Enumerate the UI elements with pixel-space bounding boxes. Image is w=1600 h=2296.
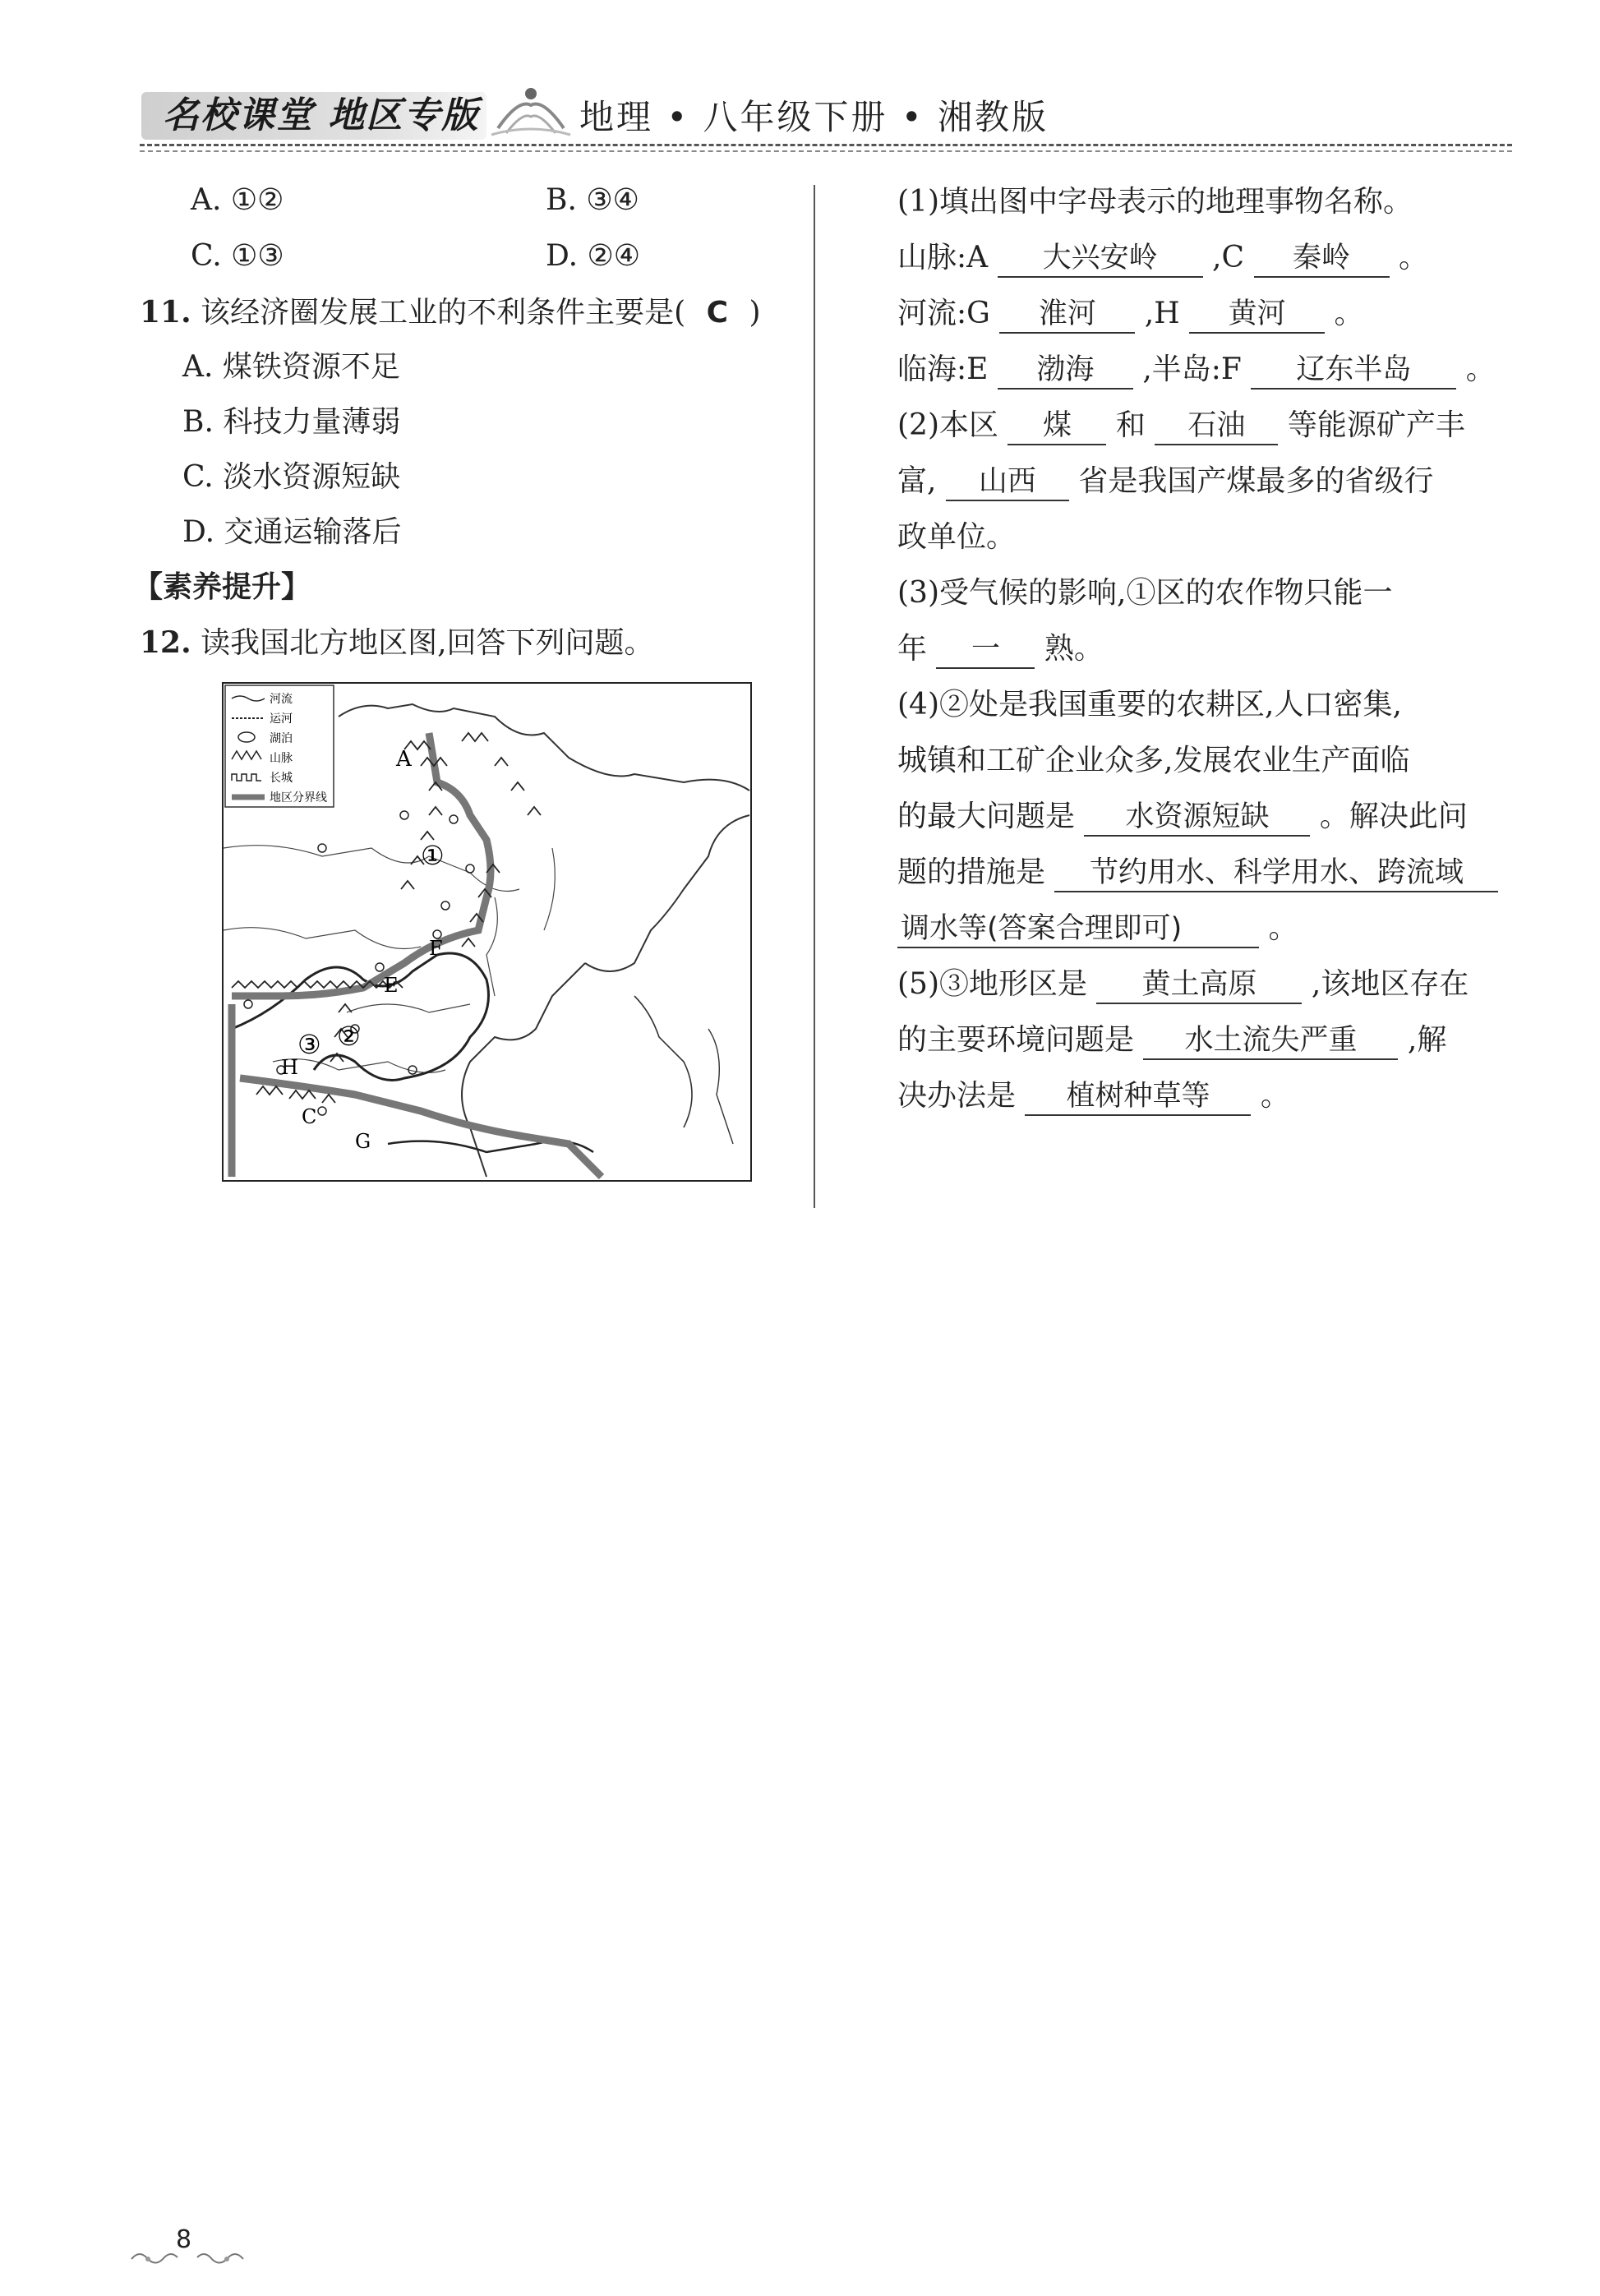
- p5b-suffix: ,解: [1407, 1023, 1447, 1057]
- answer-mark: C: [706, 296, 729, 330]
- answer-landform: 黄土高原: [1096, 966, 1302, 1004]
- question-number: 11.: [140, 295, 191, 330]
- option-a: A. ①②: [191, 183, 284, 217]
- q12-part-2: [897, 408, 1465, 445]
- header-divider: [140, 144, 1512, 146]
- footer-ornament-right-icon: [196, 2248, 245, 2269]
- header-divider-secondary: [140, 150, 1512, 152]
- q12-part-1: (1)填出图中字母表示的地理事物名称。: [897, 185, 1413, 219]
- q12-part-4d: [897, 855, 1498, 892]
- answer-energy-2: 石油: [1155, 408, 1278, 445]
- q11-option-b: B. 科技力量薄弱: [182, 405, 401, 439]
- answer-solution: 植树种草等: [1025, 1078, 1251, 1116]
- answer-env-issue: 水土流失严重: [1143, 1022, 1398, 1060]
- q12-part-5c: [897, 1078, 1290, 1116]
- p2-prefix: (2)本区: [897, 408, 998, 442]
- period: 。: [1334, 297, 1364, 330]
- q12-part-5a: [897, 966, 1469, 1004]
- column-divider: [814, 185, 815, 1208]
- peninsula-mid: ,半岛:F: [1142, 353, 1242, 386]
- page-number: 8: [176, 2225, 192, 2254]
- q11-option-c: C. 淡水资源短缺: [182, 460, 401, 494]
- answer-energy-1: 煤: [1007, 408, 1106, 445]
- p2b-prefix: 富,: [897, 464, 937, 498]
- question-stem: 该经济圈发展工业的不利条件主要是(: [201, 296, 686, 330]
- header-title: 地理 • 八年级下册 • 湘教版: [579, 97, 1049, 137]
- q12-sea: [897, 352, 1496, 390]
- q12-part-3a: (3)受气候的影响,①区的农作物只能一: [897, 576, 1393, 610]
- question-number: 12.: [140, 625, 191, 660]
- answer-river-h: 黄河: [1189, 296, 1325, 334]
- rivers-mid: ,H: [1144, 297, 1180, 330]
- answer-mountain-a: 大兴安岭: [998, 240, 1203, 278]
- legend-mountain: 山脉: [270, 752, 293, 765]
- q12-part-3b: [897, 631, 1104, 669]
- q12-part-4b: 城镇和工矿企业众多,发展农业生产面临: [897, 744, 1410, 777]
- mountains-prefix: 山脉:A: [897, 241, 989, 274]
- period: 。: [1465, 353, 1496, 386]
- option-b: B. ③④: [546, 183, 639, 217]
- q12-rivers: [897, 296, 1364, 334]
- map-label-f: F: [429, 937, 443, 960]
- answer-province: 山西: [946, 463, 1069, 501]
- p5a-suffix: ,该地区存在: [1311, 967, 1469, 1001]
- legend-boundary: 地区分界线: [270, 791, 327, 805]
- question-stem: 读我国北方地区图,回答下列问题。: [201, 626, 654, 660]
- map-label-c: C: [302, 1105, 317, 1128]
- question-close: ): [749, 296, 761, 330]
- answer-measure-line2: 调水等(答案合理即可): [897, 911, 1259, 948]
- period: 。: [1268, 911, 1298, 945]
- q12-part-4a: (4)②处是我国重要的农耕区,人口密集,: [897, 688, 1402, 722]
- answer-measure-line1: 节约用水、科学用水、跨流域: [1054, 855, 1498, 892]
- map-label-region-3: ③: [297, 1029, 321, 1060]
- option-c: C. ①③: [191, 239, 284, 273]
- q12-mountains: [897, 240, 1428, 278]
- legend-lake: 湖泊: [270, 732, 293, 745]
- legend-river: 河流: [270, 693, 293, 706]
- answer-mountain-c: 秦岭: [1254, 240, 1390, 278]
- brand-banner: 名校课堂 地区专版: [141, 92, 486, 140]
- p3b-suffix: 熟。: [1044, 632, 1104, 666]
- map-label-a: A: [396, 747, 412, 772]
- p2b-suffix: 省是我国产煤最多的省级行: [1078, 464, 1434, 498]
- answer-sea-e: 渤海: [998, 352, 1133, 390]
- map-label-g: G: [355, 1130, 371, 1153]
- mountains-mid: ,C: [1212, 241, 1245, 274]
- answer-problem: 水资源短缺: [1084, 799, 1310, 837]
- p4d-prefix: 题的措施是: [897, 855, 1046, 889]
- swoosh-ornament-icon: [490, 82, 572, 140]
- p5b-prefix: 的主要环境问题是: [897, 1023, 1135, 1057]
- rivers-prefix: 河流:G: [897, 297, 990, 330]
- period: 。: [1260, 1079, 1290, 1113]
- option-d: D. ②④: [546, 239, 641, 273]
- q11-option-d: D. 交通运输落后: [182, 515, 402, 549]
- sea-prefix: 临海:E: [897, 353, 989, 386]
- legend-great-wall: 长城: [270, 772, 293, 785]
- answer-river-g: 淮河: [999, 296, 1135, 334]
- q12-part-4c: [897, 799, 1468, 837]
- q12-part-2c: 政单位。: [897, 520, 1017, 554]
- p4c-prefix: 的最大问题是: [897, 800, 1076, 833]
- northern-china-map: [222, 682, 752, 1182]
- legend-canal: 运河: [270, 712, 293, 726]
- p2-suffix: 等能源矿产丰: [1287, 408, 1465, 442]
- question-11: [140, 294, 761, 331]
- p5a-prefix: (5)③地形区是: [897, 967, 1087, 1001]
- p2-and: 和: [1115, 408, 1146, 442]
- map-label-region-2: ②: [337, 1021, 361, 1052]
- q12-part-4e: [897, 911, 1298, 948]
- q12-part-2b: [897, 463, 1433, 501]
- map-label-h: H: [281, 1056, 298, 1079]
- q12-part-5b: [897, 1022, 1446, 1060]
- footer-ornament-left-icon: [130, 2248, 179, 2269]
- answer-harvest: 一: [936, 631, 1035, 669]
- p3b-prefix: 年: [897, 632, 928, 666]
- period: 。: [1398, 241, 1428, 274]
- map-label-e: E: [384, 974, 399, 997]
- answer-peninsula-f: 辽东半岛: [1251, 352, 1456, 390]
- section-heading: 【素养提升】: [133, 570, 311, 604]
- p5c-prefix: 决办法是: [897, 1079, 1017, 1113]
- map-drawing: [224, 684, 750, 1180]
- question-12: [140, 625, 654, 662]
- p4c-suffix: 。解决此问: [1319, 800, 1468, 833]
- q11-option-a: A. 煤铁资源不足: [182, 350, 400, 384]
- map-label-region-1: ①: [421, 840, 445, 871]
